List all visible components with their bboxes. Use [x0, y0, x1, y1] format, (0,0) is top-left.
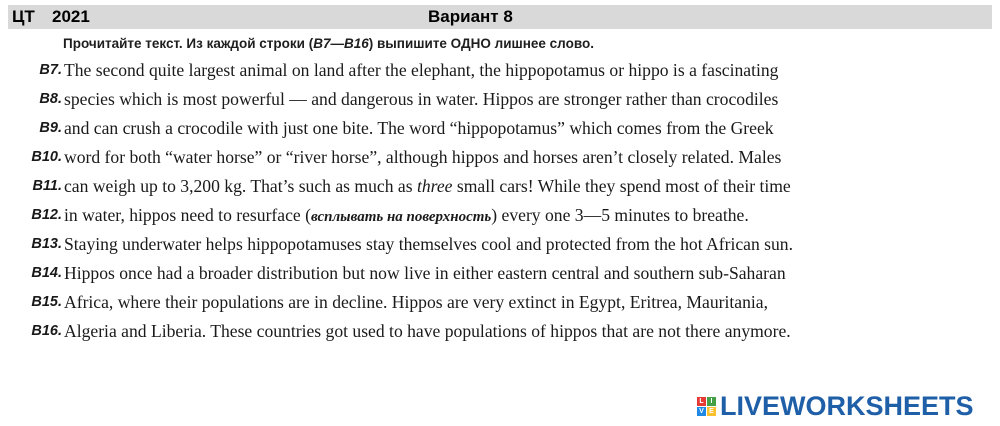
line-number: B7.	[39, 62, 62, 78]
logo-mark-letter: I	[707, 397, 716, 406]
line-text-gloss: всплывать на поверхность	[310, 209, 492, 225]
line-text-pre: in water, hippos need to resurface (	[64, 205, 311, 225]
logo-text: LIVEWORKSHEETS	[720, 390, 974, 421]
line-number: B12.	[31, 207, 62, 223]
text-line-b9	[0, 118, 1000, 144]
year-label: 2021	[52, 7, 90, 26]
exam-label: ЦТ	[12, 7, 35, 26]
line-text-post: ) every one 3—5 minutes to breathe.	[491, 205, 749, 225]
instruction-part1: Прочитайте текст. Из каждой строки (	[63, 36, 314, 51]
line-number: B8.	[39, 91, 62, 107]
line-number: B13.	[31, 236, 62, 252]
logo-mark-icon	[697, 397, 716, 416]
line-number: B9.	[39, 120, 62, 136]
text-line-b16	[0, 321, 1000, 347]
instruction-range: B7—B16	[313, 36, 369, 51]
line-number: B10.	[31, 149, 62, 165]
task-instruction	[63, 36, 594, 51]
line-text: Algeria and Liberia. These countries got used to have populations of hippos that are not there anymore.	[64, 321, 791, 341]
line-text: and can crush a crocodile with just one bite. The word “hippopotamus” which comes from the Greek	[64, 118, 774, 138]
liveworksheets-logo[interactable]	[697, 392, 974, 420]
text-line-b7	[0, 60, 1000, 86]
variant-label: Вариант 8	[428, 7, 513, 26]
instruction-part2: ) выпишите ОДНО лишнее слово.	[368, 36, 594, 51]
line-text: Hippos once had a broader distribution but now live in either eastern central and southern sub-Saharan	[64, 263, 786, 283]
text-line-b10	[0, 147, 1000, 173]
line-text-emphasis: three	[416, 176, 453, 196]
text-line-b11	[0, 176, 1000, 202]
line-number: B16.	[31, 323, 62, 339]
line-text: The second quite largest animal on land after the elephant, the hippopotamus or hippo is a fascinating	[64, 60, 779, 80]
header-bar	[8, 5, 992, 29]
text-line-b13	[0, 234, 1000, 260]
text-line-b15	[0, 292, 1000, 318]
line-number: B11.	[32, 178, 62, 194]
line-number: B14.	[31, 265, 62, 281]
line-text-post: small cars! While they spend most of their time	[452, 176, 791, 196]
logo-mark-letter: E	[707, 407, 716, 416]
line-text: Africa, where their populations are in decline. Hippos are very extinct in Egypt, Eritrea, Mauritania,	[64, 292, 768, 312]
logo-mark-letter: L	[697, 397, 706, 406]
line-text: Staying underwater helps hippopotamuses stay themselves cool and protected from the hot African sun.	[64, 234, 793, 254]
text-line-b8	[0, 89, 1000, 115]
line-text	[64, 205, 749, 226]
line-text: word for both “water horse” or “river horse”, although hippos and horses aren’t closely related. Males	[64, 147, 782, 167]
logo-mark-letter: V	[697, 407, 706, 416]
line-number: B15.	[31, 294, 62, 310]
line-text	[64, 176, 791, 197]
line-text-pre: can weigh up to 3,200 kg. That’s such as much as	[64, 176, 417, 196]
text-line-b12	[0, 205, 1000, 231]
text-line-b14	[0, 263, 1000, 289]
line-text: species which is most powerful — and dangerous in water. Hippos are stronger rather than crocodiles	[64, 89, 779, 109]
